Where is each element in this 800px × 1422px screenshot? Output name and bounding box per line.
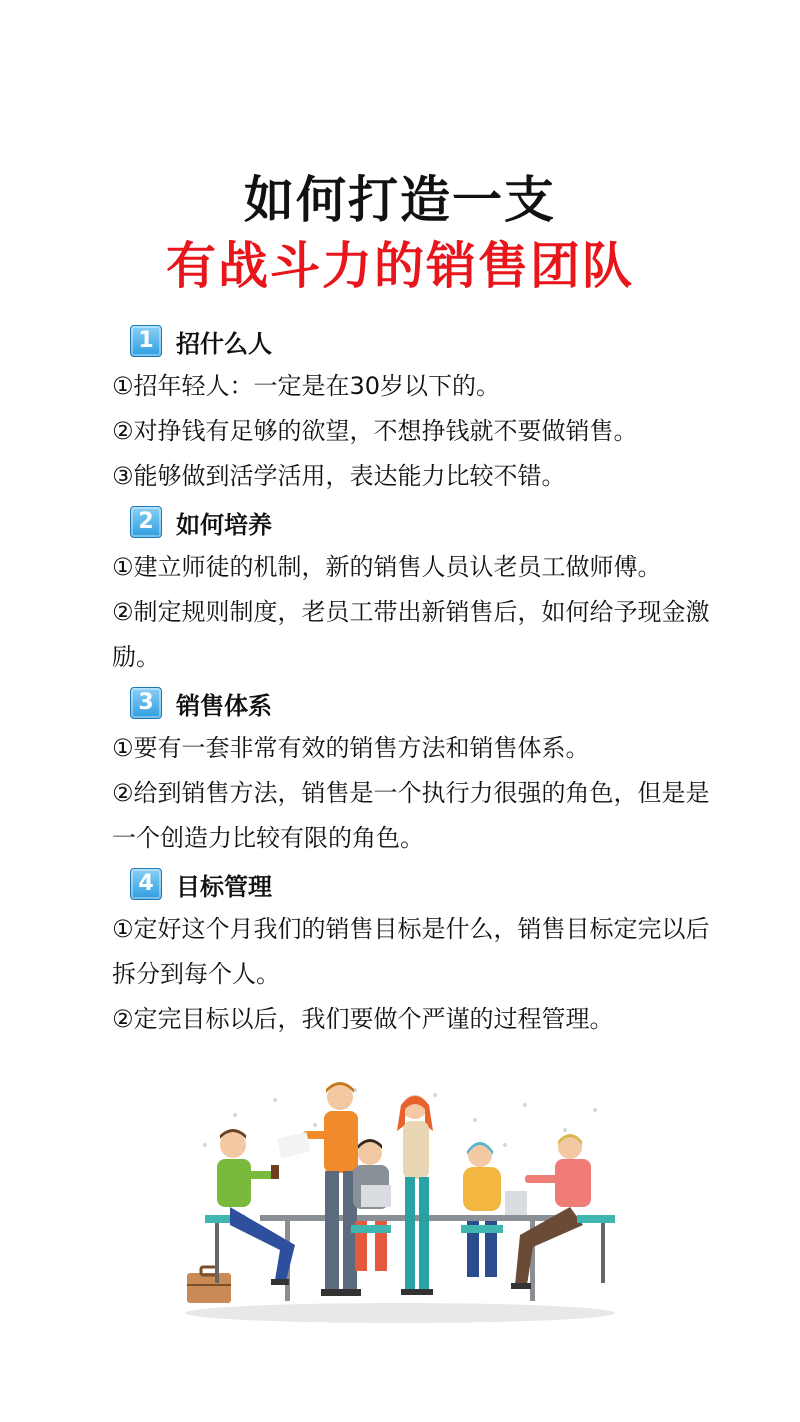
number-1-icon: 1 [130, 325, 162, 357]
title-line-1: 如何打造一支 [244, 171, 556, 229]
section-3-title: 销售体系 [176, 691, 272, 720]
section-1-item-1: ①招年轻人：一定是在30岁以下的。 [112, 372, 501, 400]
number-2-icon: 2 [130, 506, 162, 538]
title-line-2: 有战斗力的销售团队 [166, 237, 634, 295]
number-4-icon: 4 [130, 868, 162, 900]
section-4-header [112, 861, 712, 907]
team-meeting-illustration [175, 1075, 625, 1325]
section-1-title: 招什么人 [176, 329, 272, 358]
section-1-item-2: ②对挣钱有足够的欲望，不想挣钱就不要做销售。 [112, 417, 638, 445]
content [112, 318, 712, 1042]
section-3-header [112, 680, 712, 726]
section-4-item-1: ①定好这个月我们的销售目标是什么，销售目标定完以后拆分到每个人。 [112, 915, 710, 988]
section-1-item-3: ③能够做到活学活用，表达能力比较不错。 [112, 462, 566, 490]
section-1-header [112, 318, 712, 364]
section-3-item-1: ①要有一套非常有效的销售方法和销售体系。 [112, 734, 590, 762]
section-2-item-2: ②制定规则制度，老员工带出新销售后，如何给予现金激励。 [112, 598, 710, 671]
section-2-title: 如何培养 [176, 510, 272, 539]
section-2-header [112, 499, 712, 545]
section-3-item-2: ②给到销售方法，销售是一个执行力很强的角色，但是是一个创造力比较有限的角色。 [112, 779, 710, 852]
section-4-item-2: ②定完目标以后，我们要做个严谨的过程管理。 [112, 1005, 614, 1033]
section-4-title: 目标管理 [176, 872, 272, 901]
number-3-icon: 3 [130, 687, 162, 719]
section-2-item-1: ①建立师徒的机制，新的销售人员认老员工做师傅。 [112, 553, 662, 581]
